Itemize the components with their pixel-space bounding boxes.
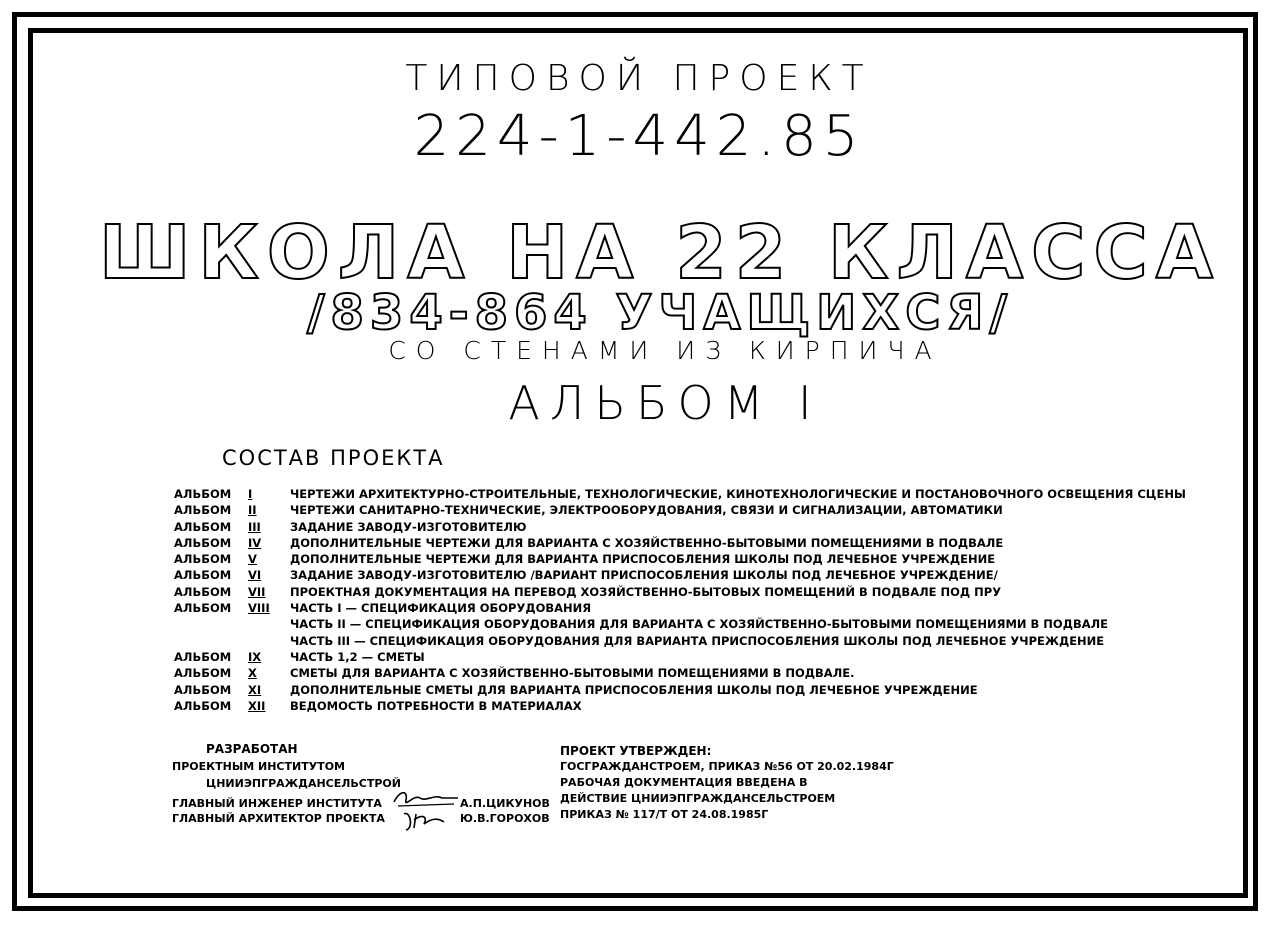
album-description: ДОПОЛНИТЕЛЬНЫЕ ЧЕРТЕЖИ ДЛЯ ВАРИАНТА ПРИСПОСОБЛЕНИЯ ШКОЛЫ ПОД ЛЕЧЕБНОЕ УЧРЕЖДЕНИЕ	[290, 552, 996, 567]
album-word: АЛЬБОМ	[174, 601, 232, 616]
album-description: ЧЕРТЕЖИ АРХИТЕКТУРНО-СТРОИТЕЛЬНЫЕ, ТЕХНОЛОГИЧЕСКИЕ, КИНОТЕХНОЛОГИЧЕСКИЕ И ПОСТАНОВОЧНОГО ОСВЕЩЕНИЯ СЦЕНЫ	[290, 487, 1186, 501]
composition-heading: СОСТАВ ПРОЕКТА	[222, 446, 445, 470]
album-description: ЧАСТЬ I — СПЕЦИФИКАЦИЯ ОБОРУДОВАНИЯ	[290, 601, 592, 616]
album-word: АЛЬБОМ	[174, 535, 232, 550]
album-number: II	[248, 503, 257, 518]
album-number: XII	[248, 698, 266, 713]
album-word: АЛЬБОМ	[174, 698, 232, 713]
chief-engineer-role: ГЛАВНЫЙ ИНЖЕНЕР ИНСТИТУТА	[172, 797, 382, 810]
album-description: ПРОЕКТНАЯ ДОКУМЕНТАЦИЯ НА ПЕРЕВОД ХОЗЯЙСТВЕННО-БЫТОВЫХ ПОМЕЩЕНИЙ В ПОДВАЛЕ ПОД ПРУ	[290, 584, 1002, 599]
chief-architect-role: ГЛАВНЫЙ АРХИТЕКТОР ПРОЕКТА	[172, 812, 385, 825]
developer-institute-name: ЦНИИЭПГРАЖДАНСЕЛЬСТРОЙ	[206, 777, 401, 790]
material-line: СО СТЕНАМИ ИЗ КИРПИЧА	[388, 336, 942, 365]
album-description: СМЕТЫ ДЛЯ ВАРИАНТА С ХОЗЯЙСТВЕННО-БЫТОВЫМИ ПОМЕЩЕНИЯМИ В ПОДВАЛЕ.	[290, 666, 855, 681]
album-word: АЛЬБОМ	[174, 503, 232, 518]
approval-order: ГОСГРАЖДАНСТРОЕМ, ПРИКАЗ №56 ОТ 20.02.1984Г	[560, 760, 894, 773]
album-number: III	[248, 519, 261, 534]
album-description: ЧАСТЬ II — СПЕЦИФИКАЦИЯ ОБОРУДОВАНИЯ ДЛЯ ВАРИАНТА С ХОЗЯЙСТВЕННО-БЫТОВЫМИ ПОМЕЩЕНИЯМИ В ПОДВАЛЕ	[290, 617, 1109, 632]
album-word: АЛЬБОМ	[174, 584, 232, 599]
album-description: ЗАДАНИЕ ЗАВОДУ-ИЗГОТОВИТЕЛЮ /ВАРИАНТ ПРИСПОСОБЛЕНИЯ ШКОЛЫ ПОД ЛЕЧЕБНОЕ УЧРЕЖДЕНИЕ/	[290, 568, 998, 583]
album-number: VI	[248, 568, 262, 583]
album-number: IX	[248, 649, 262, 664]
album-word: АЛЬБОМ	[174, 682, 232, 697]
album-word: АЛЬБОМ	[174, 666, 232, 681]
album-word: АЛЬБОМ	[174, 649, 232, 664]
album-description: ЧЕРТЕЖИ САНИТАРНО-ТЕХНИЧЕСКИЕ, ЭЛЕКТРООБОРУДОВАНИЯ, СВЯЗИ И СИГНАЛИЗАЦИИ, АВТОМАТИКИ	[290, 503, 1003, 518]
approval-effect-line: ДЕЙСТВИЕ ЦНИИЭПГРАЖДАНСЕЛЬСТРОЕМ	[560, 792, 836, 805]
chief-engineer-name: А.П.ЦИКУНОВ	[460, 797, 550, 810]
developer-institute-line: ПРОЕКТНЫМ ИНСТИТУТОМ	[172, 760, 345, 773]
album-word: АЛЬБОМ	[174, 568, 232, 583]
album-description: ЧАСТЬ 1,2 — СМЕТЫ	[290, 649, 425, 664]
album-description: ВЕДОМОСТЬ ПОТРЕБНОСТИ В МАТЕРИАЛАХ	[290, 698, 582, 713]
project-type-label: ТИПОВОЙ ПРОЕКТ	[405, 58, 873, 99]
project-number: 224-1-442.85	[413, 104, 865, 169]
document-subtitle: /834-864 УЧАЩИХСЯ/	[306, 285, 1014, 341]
album-number: I	[248, 487, 253, 501]
developed-by-label: РАЗРАБОТАН	[206, 742, 298, 756]
album-number: V	[248, 552, 257, 567]
album-description: ДОПОЛНИТЕЛЬНЫЕ ЧЕРТЕЖИ ДЛЯ ВАРИАНТА С ХОЗЯЙСТВЕННО-БЫТОВЫМИ ПОМЕЩЕНИЯМИ В ПОДВАЛЕ	[290, 535, 1004, 550]
album-number: VIII	[248, 601, 270, 616]
approval-docs-line: РАБОЧАЯ ДОКУМЕНТАЦИЯ ВВЕДЕНА В	[560, 776, 808, 789]
album-number: IV	[248, 535, 262, 550]
document-title: ШКОЛА НА 22 КЛАССА	[98, 210, 1222, 296]
album-description: ДОПОЛНИТЕЛЬНЫЕ СМЕТЫ ДЛЯ ВАРИАНТА ПРИСПОСОБЛЕНИЯ ШКОЛЫ ПОД ЛЕЧЕБНОЕ УЧРЕЖДЕНИЕ	[290, 682, 978, 697]
approval-order-number: ПРИКАЗ № 117/Т ОТ 24.08.1985Г	[560, 808, 769, 821]
signatures-icon	[384, 784, 464, 834]
album-word: АЛЬБОМ	[174, 487, 232, 501]
album-word: АЛЬБОМ	[174, 519, 232, 534]
album-description: ЗАДАНИЕ ЗАВОДУ-ИЗГОТОВИТЕЛЮ	[290, 519, 527, 534]
approval-heading: ПРОЕКТ УТВЕРЖДЕН:	[560, 744, 712, 758]
album-label: АЛЬБОМ I	[508, 376, 822, 430]
album-number: VII	[248, 584, 266, 599]
chief-architect-name: Ю.В.ГОРОХОВ	[460, 812, 550, 825]
album-number: XI	[248, 682, 262, 697]
album-word: АЛЬБОМ	[174, 552, 232, 567]
album-description: ЧАСТЬ III — СПЕЦИФИКАЦИЯ ОБОРУДОВАНИЯ ДЛЯ ВАРИАНТА ПРИСПОСОБЛЕНИЯ ШКОЛЫ ПОД ЛЕЧЕБНОЕ УЧРЕЖДЕНИЕ	[290, 633, 1105, 648]
album-number: X	[248, 666, 257, 681]
